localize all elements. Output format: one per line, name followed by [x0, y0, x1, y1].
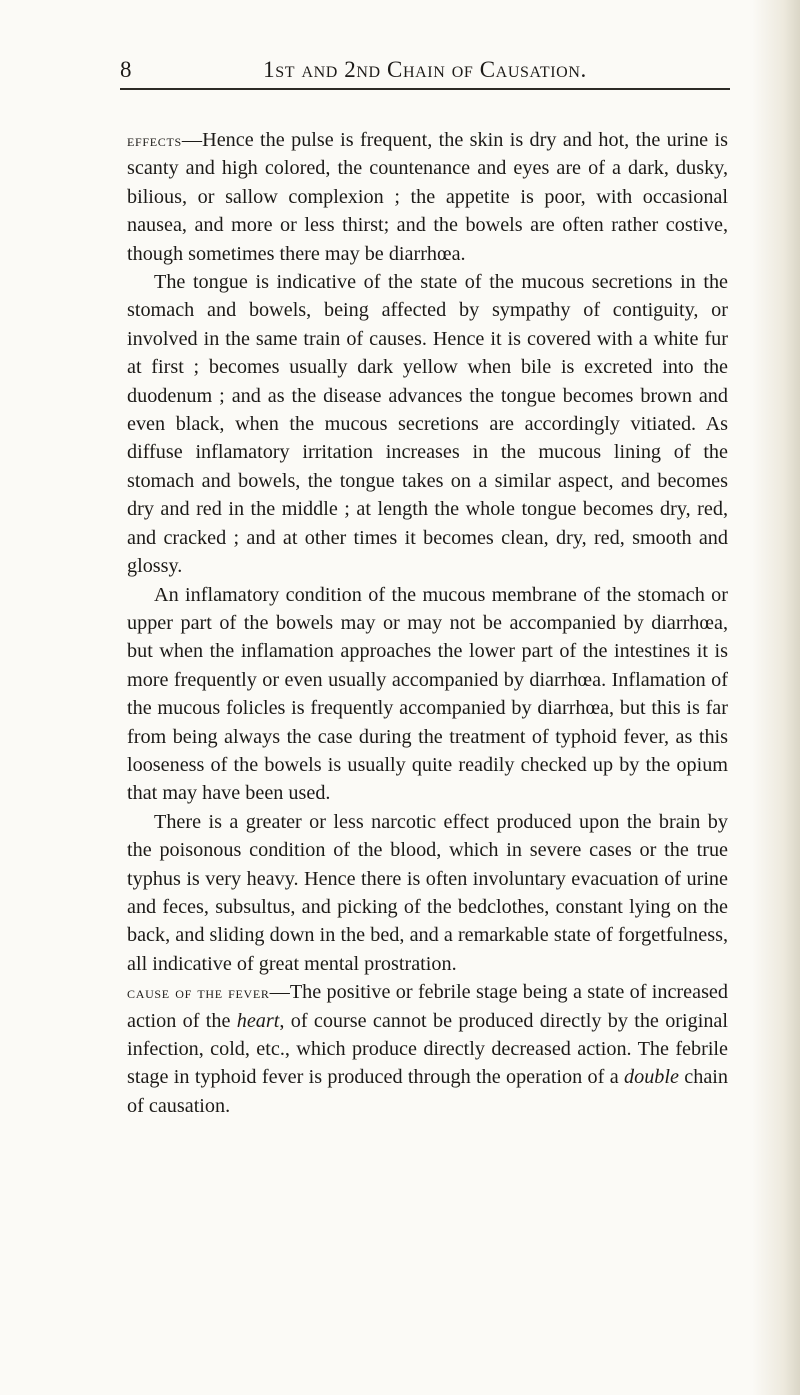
page-header — [120, 58, 730, 98]
cause-text-1: —The positive or febrile stage being a state of increased action of the — [127, 981, 728, 1032]
inflammatory-paragraph: An inflamatory condition of the mucous membrane of the stomach or upper part of the bowels may or may not be accompanied by diarrhœa, but when the inflamation approaches the lower part of the intestines it is more frequently or even usually accompanied by diarrhœa. Inflamation of the mucous folicles is frequently accompanied by diarrhœa, but this is far from being always the case during the treatment of typhoid fever, as this looseness of the bowels is usually quite readily checked up by the opium that may have been used. — [127, 583, 728, 805]
page-edge-shadow — [752, 0, 800, 1395]
heart-word: heart — [236, 1009, 280, 1032]
cause-text-2: , of course cannot be produced directly by the original infection, cold, etc., which produce directly decreased action. The febrile stage in typhoid fever is produced through the operation of a — [127, 1009, 728, 1089]
double-word: double — [624, 1066, 679, 1089]
cause-text-3: chain of causation. — [127, 1066, 728, 1117]
page-number: 8 — [120, 57, 132, 82]
tongue-paragraph: The tongue is indicative of the state of the mucous secretions in the stomach and bowels, being affected by sympathy of contiguity, or involved in the same train of causes. Hence it is covered with a white fur at first ; becomes usually dark yellow when bile is excreted into the duodenum ; and as the disease advances the tongue becomes brown and even black, when the mucous secretions are accordingly vitiated. As diffuse inflamatory irritation increases in the mucous lining of the stomach and bowels, the tongue takes on a similar aspect, and becomes dry and red in the middle ; at length the whole tongue becomes dry, red, and cracked ; and at other times it becomes clean, dry, red, smooth and glossy. — [127, 271, 728, 578]
header-rule — [120, 88, 730, 90]
cause-paragraph — [127, 978, 728, 1120]
effects-heading: effects — [127, 130, 182, 150]
cause-heading: cause of the fever — [127, 982, 270, 1003]
running-title: 1st and 2nd Chain of Causation. — [263, 57, 587, 82]
effects-paragraph — [127, 126, 728, 268]
body-text — [127, 126, 728, 1120]
narcotic-paragraph: There is a greater or less narcotic effect produced upon the brain by the poisonous condition of the blood, which in severe cases or the true typhus is very heavy. Hence there is often involuntary evacuation of urine and feces, subsultus, and picking of the bedclothes, constant lying on the back, and sliding down in the bed, and a remarkable state of forgetfulness, all indicative of great mental prostration. — [127, 810, 728, 975]
effects-text: —Hence the pulse is frequent, the skin is dry and hot, the urine is scanty and high colored, the countenance and eyes are of a dark, dusky, bilious, or sallow complexion ; the appetite is poor, with occasional nausea, and more or less thirst; and the bowels are often rather costive, though sometimes there may be diarrhœa. — [127, 129, 728, 265]
